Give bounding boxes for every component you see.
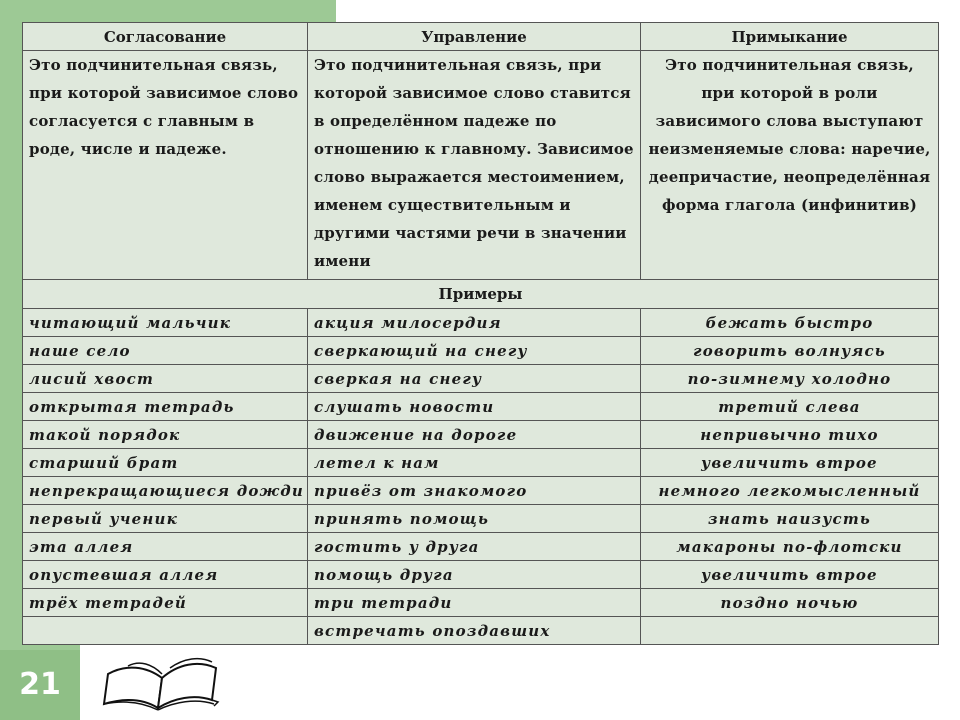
example-agreement: наше село xyxy=(23,337,308,365)
example-government: сверкающий на снегу xyxy=(308,337,641,365)
example-row xyxy=(23,393,939,421)
example-agreement: старший брат xyxy=(23,449,308,477)
grammar-table xyxy=(22,22,939,645)
header-government: Управление xyxy=(308,23,641,51)
example-agreement xyxy=(23,617,308,645)
example-agreement: непрекращающиеся дожди xyxy=(23,477,308,505)
example-agreement: трёх тетрадей xyxy=(23,589,308,617)
example-adjoining: по-зимнему холодно xyxy=(641,365,939,393)
example-row xyxy=(23,617,939,645)
example-adjoining: макароны по-флотски xyxy=(641,533,939,561)
example-government: слушать новости xyxy=(308,393,641,421)
top-decor-band xyxy=(0,0,336,22)
definition-government: Это подчинительная связь, при которой зависимое слово ставится в определённом падеже по отношению к главному. Зависимое слово выражается местоимением, именем существительным и другими частями речи в значении имени xyxy=(308,51,641,280)
example-government: принять помощь xyxy=(308,505,641,533)
open-book-icon xyxy=(100,652,224,712)
example-agreement: такой порядок xyxy=(23,421,308,449)
example-government: акция милосердия xyxy=(308,309,641,337)
example-row xyxy=(23,477,939,505)
example-government: три тетради xyxy=(308,589,641,617)
example-agreement: открытая тетрадь xyxy=(23,393,308,421)
example-row xyxy=(23,309,939,337)
example-government: встречать опоздавших xyxy=(308,617,641,645)
example-row xyxy=(23,505,939,533)
example-government: помощь друга xyxy=(308,561,641,589)
example-agreement: первый ученик xyxy=(23,505,308,533)
example-adjoining: знать наизусть xyxy=(641,505,939,533)
example-row xyxy=(23,533,939,561)
example-government: привёз от знакомого xyxy=(308,477,641,505)
example-adjoining: непривычно тихо xyxy=(641,421,939,449)
example-government: гостить у друга xyxy=(308,533,641,561)
examples-header-row xyxy=(23,280,939,309)
example-adjoining: говорить волнуясь xyxy=(641,337,939,365)
example-government: сверкая на снегу xyxy=(308,365,641,393)
example-adjoining xyxy=(641,617,939,645)
slide-number: 21 xyxy=(0,650,80,720)
example-adjoining: немного легкомысленный xyxy=(641,477,939,505)
example-row xyxy=(23,449,939,477)
example-adjoining: увеличить втрое xyxy=(641,561,939,589)
example-agreement: опустевшая аллея xyxy=(23,561,308,589)
example-agreement: эта аллея xyxy=(23,533,308,561)
header-agreement: Согласование xyxy=(23,23,308,51)
example-government: движение на дороге xyxy=(308,421,641,449)
example-adjoining: поздно ночью xyxy=(641,589,939,617)
definition-adjoining: Это подчинительная связь, при которой в роли зависимого слова выступают неизменяемые слова: наречие, деепричастие, неопределённая форма глагола (инфинитив) xyxy=(641,51,939,280)
examples-label: Примеры xyxy=(23,280,939,309)
examples-body xyxy=(23,309,939,645)
example-adjoining: бежать быстро xyxy=(641,309,939,337)
example-row xyxy=(23,561,939,589)
example-agreement: читающий мальчик xyxy=(23,309,308,337)
example-agreement: лисий хвост xyxy=(23,365,308,393)
example-row xyxy=(23,421,939,449)
example-row xyxy=(23,365,939,393)
example-government: летел к нам xyxy=(308,449,641,477)
header-row xyxy=(23,23,939,51)
example-adjoining: увеличить втрое xyxy=(641,449,939,477)
header-adjoining: Примыкание xyxy=(641,23,939,51)
example-row xyxy=(23,337,939,365)
definition-row xyxy=(23,51,939,280)
example-row xyxy=(23,589,939,617)
definition-agreement: Это подчинительная связь, при которой зависимое слово согласуется с главным в роде, числе и падеже. xyxy=(23,51,308,280)
example-adjoining: третий слева xyxy=(641,393,939,421)
